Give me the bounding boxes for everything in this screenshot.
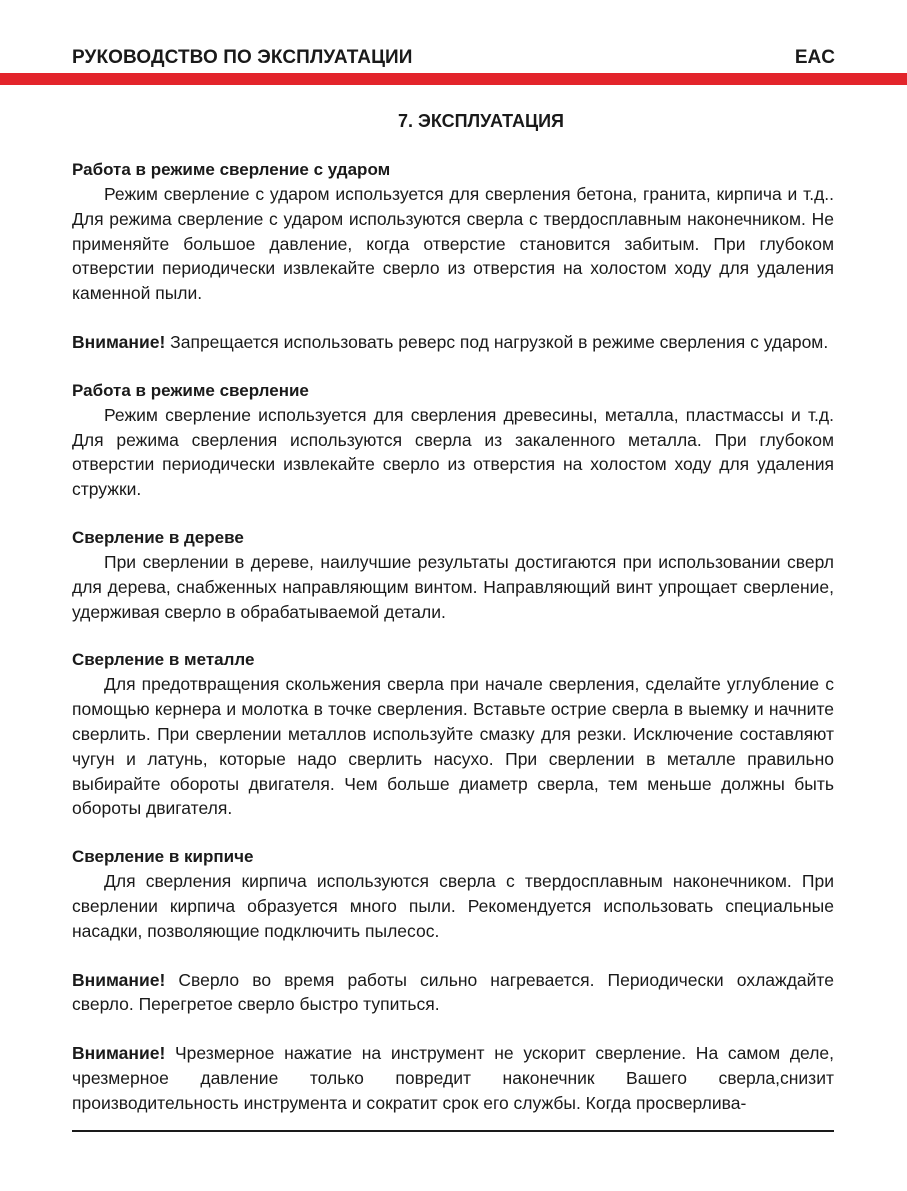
metal-drilling-heading: Сверление в металле xyxy=(72,650,255,670)
wood-drilling-text: При сверлении в дереве, наилучшие результаты достигаются при использовании сверл для дерева, снабженных направляющим винтом. Направляющий винт упрощает сверление, удерживая сверло в обрабатываемой детали. xyxy=(72,551,834,622)
brick-drilling-text: Для сверления кирпича используются сверла с твердосплавным наконечником. При сверлении кирпича образуется много пыли. Рекомендуется использовать специальные насадки, позволяющие подключить пылесос. xyxy=(72,871,834,941)
page-header xyxy=(72,47,835,73)
impact-drilling-heading: Работа в режиме сверление с ударом xyxy=(72,160,391,179)
impact-drilling-text: Режим сверление с ударом используется для сверления бетона, гранита, кирпича и т.д.. Для режима сверление с ударом используются сверла с твердосплавным наконечником. Не применяйте большое давление, когда отверстие становится забитым. При глубоком отверстии периодически извлекайте сверло из отверстия на холостом ходу для удаления каменной пыли. xyxy=(72,184,834,304)
drilling-heading: Работа в режиме сверление xyxy=(72,380,309,400)
warning-label: Внимание! xyxy=(72,331,166,352)
drilling-text: Режим сверление используется для сверления древесины, металла, пластмассы и т.д. Для режима сверления используются сверла из закаленного металла. При глубоком отверстии периодически извлекайте сверло из отверстия на холостом ходу для удаления стружки. xyxy=(72,404,834,500)
wood-drilling-block xyxy=(72,526,834,624)
metal-drilling-block xyxy=(72,648,834,821)
warning-heating xyxy=(72,968,834,1018)
drilling-block xyxy=(72,379,834,502)
warning-pressure xyxy=(72,1041,834,1115)
warning-label: Внимание! xyxy=(72,969,166,990)
manual-title: РУКОВОДСТВО ПО ЭКСПЛУАТАЦИИ xyxy=(72,47,413,68)
warning-text: Чрезмерное нажатие на инструмент не ускорит сверление. На самом деле, чрезмерное давление только повредит наконечник Вашего сверла,снизит производительность инструмента и сократит срок его службы. Когда просверлива- xyxy=(72,1043,834,1113)
brick-drilling-heading: Сверление в кирпиче xyxy=(72,847,254,867)
warning-reverse xyxy=(72,330,834,355)
brick-drilling-block xyxy=(72,845,834,943)
wood-drilling-heading: Сверление в дереве xyxy=(72,527,244,547)
impact-drilling-block xyxy=(72,158,834,306)
warning-text: Запрещается использовать реверс под нагрузкой в режиме сверления с ударом. xyxy=(165,331,829,352)
section-title: 7. ЭКСПЛУАТАЦИЯ xyxy=(398,111,564,131)
warning-label: Внимание! xyxy=(72,1043,166,1064)
warning-text: Сверло во время работы сильно нагревается. Периодически охлаждайте сверло. Перегретое сверло быстро тупиться. xyxy=(72,969,834,1015)
metal-drilling-text: Для предотвращения скольжения сверла при начале сверления, сделайте углубление с помощью кернера и молотка в точке сверления. Вставьте острие сверла в выемку и начните сверлить. При сверлении металлов используйте смазку для резки. Исключение составляют чугун и латунь, которые надо сверлить насухо. При сверлении в металле правильно выбирайте обороты двигателя. Чем больше диаметр сверла, тем меньше должны быть обороты двигателя. xyxy=(72,674,834,819)
eac-mark: EAC xyxy=(794,47,835,68)
footer-rule xyxy=(72,1130,834,1132)
header-accent-bar xyxy=(0,73,907,85)
page-content xyxy=(72,108,834,1116)
